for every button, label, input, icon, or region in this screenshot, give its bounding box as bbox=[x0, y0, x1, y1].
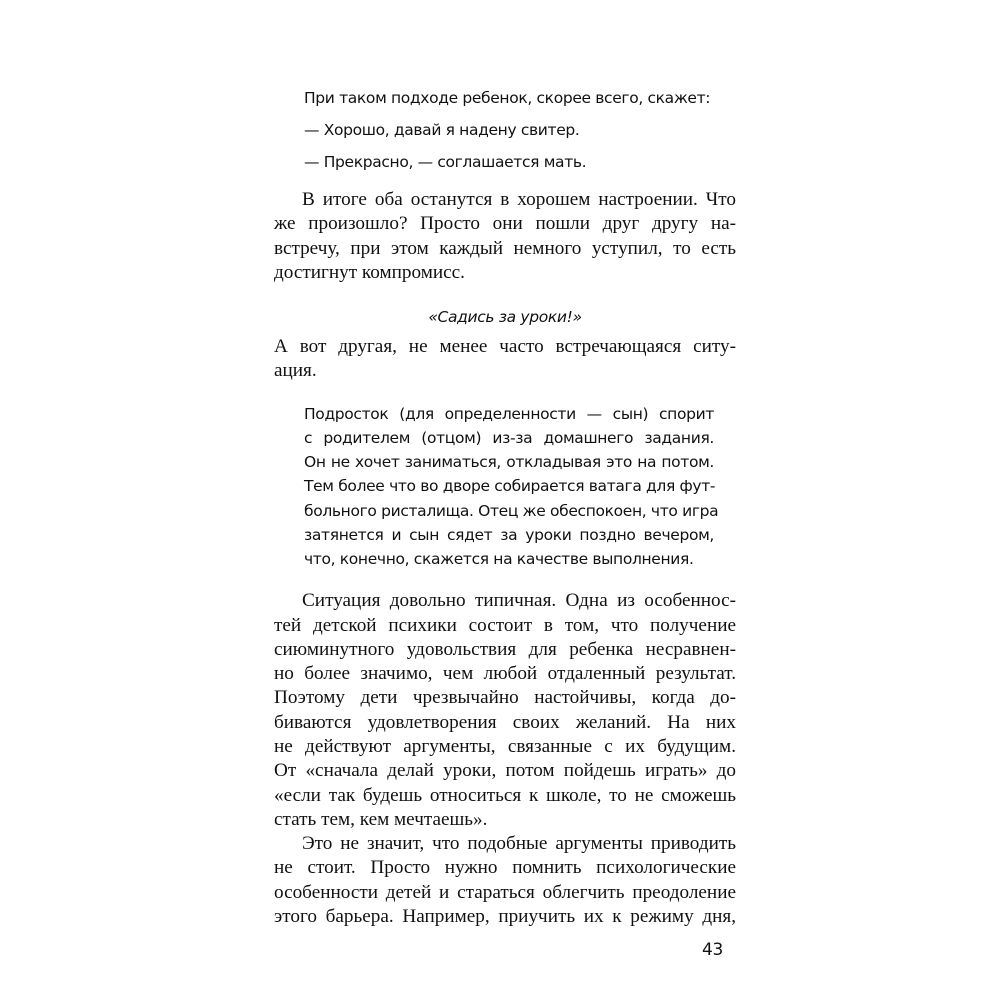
paragraph-line: этого барьера. Например, приучить их к режиму дня, bbox=[274, 906, 736, 928]
paragraph-line: Это не значит, что подобные аргументы приводить bbox=[302, 833, 736, 855]
paragraph-line: Поэтому дети чрезвычайно настойчивы, когда до- bbox=[274, 687, 736, 709]
paragraph-line: В итоге оба останутся в хорошем настроении. Что bbox=[302, 189, 736, 210]
paragraph-line: достигнут компромисс. bbox=[274, 261, 465, 283]
paragraph-line: тей детской психики состоит в том, что получение bbox=[274, 614, 736, 636]
example-line: Подросток (для определенности — сын) спорит bbox=[304, 404, 714, 423]
paragraph bbox=[274, 335, 736, 384]
dialogue-line: При таком подходе ребенок, скорее всего, скажет: bbox=[304, 89, 711, 107]
example-block bbox=[304, 402, 719, 571]
dialogue-block bbox=[274, 86, 736, 174]
dialogue-line: — Хорошо, давай я надену свитер. bbox=[304, 121, 580, 139]
section-heading: «Садись за уроки!» bbox=[428, 308, 582, 327]
paragraph bbox=[274, 188, 736, 285]
page-content bbox=[274, 86, 736, 929]
example-line: больного ристалища. Отец же обеспокоен, что игра bbox=[304, 501, 719, 520]
dialogue-line: — Прекрасно, — соглашается мать. bbox=[304, 153, 587, 171]
paragraph-line: Ситуация довольно типичная. Одна из особеннос- bbox=[302, 590, 736, 612]
paragraph-line: биваются удовлетворения своих желаний. На них bbox=[274, 711, 736, 733]
paragraph-line: сиюминутного удовольствия для ребенка несравнен- bbox=[274, 638, 736, 660]
paragraph-line: стать тем, кем мечтаешь». bbox=[274, 808, 488, 830]
example-line: что, конечно, скажется на качестве выполнения. bbox=[304, 550, 694, 568]
paragraph-line: А вот другая, не менее часто встречающаяся ситу- bbox=[274, 336, 736, 358]
paragraph-line: не действуют аргументы, связанные с их будущим. bbox=[274, 735, 736, 757]
paragraph-line: но более значимо, чем любой отдаленный результат. bbox=[274, 663, 736, 685]
paragraph-line: «если так будешь относиться к школе, то не сможешь bbox=[274, 784, 736, 806]
page-number: 43 bbox=[702, 940, 724, 960]
example-line: с родителем (отцом) из-за домашнего задания. bbox=[304, 428, 714, 447]
paragraph bbox=[274, 589, 736, 832]
paragraph-line: не стоит. Просто нужно помнить психологические bbox=[274, 857, 736, 879]
paragraph bbox=[274, 832, 736, 929]
paragraph-line: встречу, при этом каждый немного уступил, то есть bbox=[274, 237, 736, 259]
paragraph-line: От «сначала делай уроки, потом пойдешь играть» до bbox=[274, 760, 736, 782]
paragraph-line: же произошло? Просто они пошли друг другу на- bbox=[274, 213, 736, 235]
example-line: Тем более что во дворе собирается ватага для фут- bbox=[304, 477, 716, 496]
paragraph-line: особенности детей и стараться облегчить преодоление bbox=[274, 881, 736, 903]
example-line: Он не хочет заниматься, откладывая это на потом. bbox=[304, 453, 714, 472]
paragraph-line: ация. bbox=[274, 360, 317, 382]
example-line: затянется и сын сядет за уроки поздно вечером, bbox=[304, 525, 714, 544]
